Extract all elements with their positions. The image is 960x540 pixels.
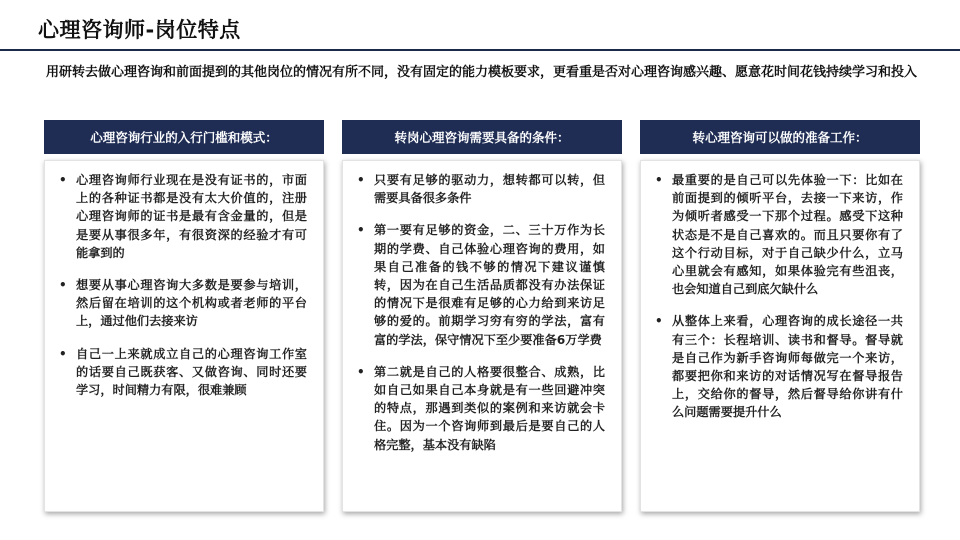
list-item xyxy=(655,312,903,421)
column-card xyxy=(342,160,622,512)
list-item-text: 第一要有足够的资金，二、三十万作为长期的学费、自己体验心理咨询的费用，如果自己准备的钱不够的情况下建议谨慎转，因为在自己生活品质都没有办法保证的情况下是很难有足够的心力给到来访足够的爱的。前期学习穷有穷的学法，富有富的学法，保守情况下至少要准备6万学费 xyxy=(374,223,605,347)
bullet-icon: • xyxy=(357,364,365,379)
bullet-icon: • xyxy=(59,346,67,361)
column-entry-barrier xyxy=(44,120,324,512)
list-item-text: 只要有足够的驱动力，想转都可以转，但需要具备很多条件 xyxy=(374,173,605,206)
page-title: 心理咨询师-岗位特点 xyxy=(38,18,241,42)
list-item-text: 想要从事心理咨询大多数是要参与培训，然后留在培训的这个机构或者老师的平台上，通过他们去接来访 xyxy=(76,278,307,329)
list-item xyxy=(655,171,903,298)
bullet-icon: • xyxy=(655,314,663,329)
title-divider xyxy=(0,49,960,51)
list-item xyxy=(357,363,605,454)
column-preparation xyxy=(640,120,920,512)
bullet-icon: • xyxy=(357,173,365,187)
intro-paragraph: 用研转去做心理咨询和前面提到的其他岗位的情况有所不同，没有固定的能力模板要求，更看重是否对心理咨询感兴趣、愿意花时间花钱持续学习和投入 xyxy=(46,65,918,80)
bullet-icon: • xyxy=(59,278,67,293)
bullet-icon: • xyxy=(655,173,663,187)
list-item xyxy=(59,171,307,262)
column-requirements xyxy=(342,120,622,512)
list-item-text: 从整体上来看，心理咨询的成长途径一共有三个：长程培训、读书和督导。督导就是自己作为新手咨询师每做完一个来访，都要把你和来访的对话情况写在督导报告上，交给你的督导，然后督导给你讲有什么问题需要提升什么 xyxy=(672,314,903,420)
list-item xyxy=(357,171,605,207)
list-item xyxy=(59,276,307,331)
list-item xyxy=(357,221,605,348)
column-header: 转岗心理咨询需要具备的条件： xyxy=(342,120,622,154)
list-item-text: 第二就是自己的人格要很整合、成熟，比如自己如果自己本身就是有一些回避冲突的特点，那遇到类似的案例和来访就会卡住。因为一个咨询师到最后是要自己的人格完整，基本没有缺陷 xyxy=(374,364,605,452)
list-item xyxy=(59,345,307,400)
column-header: 心理咨询行业的入行门槛和模式： xyxy=(44,120,324,154)
list-item-text: 自己一上来就成立自己的心理咨询工作室的话要自己既获客、又做咨询、同时还要学习，时间精力有限，很难兼顾 xyxy=(76,346,307,398)
column-header: 转心理咨询可以做的准备工作： xyxy=(640,120,920,154)
list-item-text: 心理咨询师行业现在是没有证书的，市面上的各种证书都是没有太大价值的，注册心理咨询师的证书是最有含金量的，但是是要从事很多年，有很资深的经验才有可能拿到的 xyxy=(76,173,307,260)
list-item-text: 最重要的是自己可以先体验一下：比如在前面提到的倾听平台，去接一下来访，作为倾听者感受一下那个过程。感受下这种状态是不是自己喜欢的。而且只要你有了这个行动目标，对于自己缺少什么，立马心里就会有感知，如果体验完有些沮丧，也会知道自己到底欠缺什么 xyxy=(672,173,903,297)
bullet-icon: • xyxy=(357,223,365,238)
column-card xyxy=(44,160,324,512)
column-card xyxy=(640,160,920,512)
bullet-icon: • xyxy=(59,173,67,187)
